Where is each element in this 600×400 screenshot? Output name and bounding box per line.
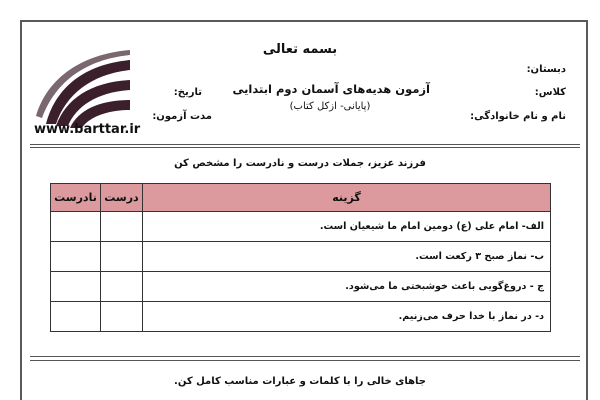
student-name-label: نام و نام خانوادگی: [470,111,566,122]
statement-text: ج - دروغ‌گویی باعث خوشبختی ما می‌شود. [143,272,551,302]
false-checkbox-cell[interactable] [51,302,101,332]
true-column-header: درست [101,184,143,212]
table-row [51,242,551,272]
class-label: کلاس: [534,87,566,98]
exam-title: آزمون هدیه‌های آسمان دوم ابتدایی [232,82,430,96]
duration-label: مدت آزمون: [152,111,212,122]
site-url: www.barttar.ir [34,122,141,137]
section-divider [30,356,580,361]
statement-text: الف- امام علی (ع) دومین امام ما شیعیان است. [143,212,551,242]
false-checkbox-cell[interactable] [51,242,101,272]
table-header-row [51,184,551,212]
section1-instruction: فرزند عزیز، جملات درست و نادرست را مشخص کن [174,158,426,169]
false-checkbox-cell[interactable] [51,272,101,302]
true-checkbox-cell[interactable] [101,272,143,302]
statement-text: د- در نماز با خدا حرف می‌زنیم. [143,302,551,332]
false-column-header: نادرست [51,184,101,212]
true-checkbox-cell[interactable] [101,302,143,332]
table-row [51,302,551,332]
basmala-heading: بسمه تعالی [262,42,338,57]
header-divider [30,144,580,148]
section2-instruction: جاهای خالی را با کلمات و عبارات مناسب کامل کن. [174,376,426,387]
true-false-table [50,183,551,332]
table-row [51,212,551,242]
true-checkbox-cell[interactable] [101,242,143,272]
exam-subtitle: (پایانی- ازکل کتاب) [289,101,371,112]
true-checkbox-cell[interactable] [101,212,143,242]
statement-text: ب- نماز صبح ۳ رکعت است. [143,242,551,272]
option-column-header: گزینه [143,184,551,212]
school-label: دبستان: [526,64,566,75]
date-label: تاریخ: [173,87,202,98]
false-checkbox-cell[interactable] [51,212,101,242]
table-row [51,272,551,302]
